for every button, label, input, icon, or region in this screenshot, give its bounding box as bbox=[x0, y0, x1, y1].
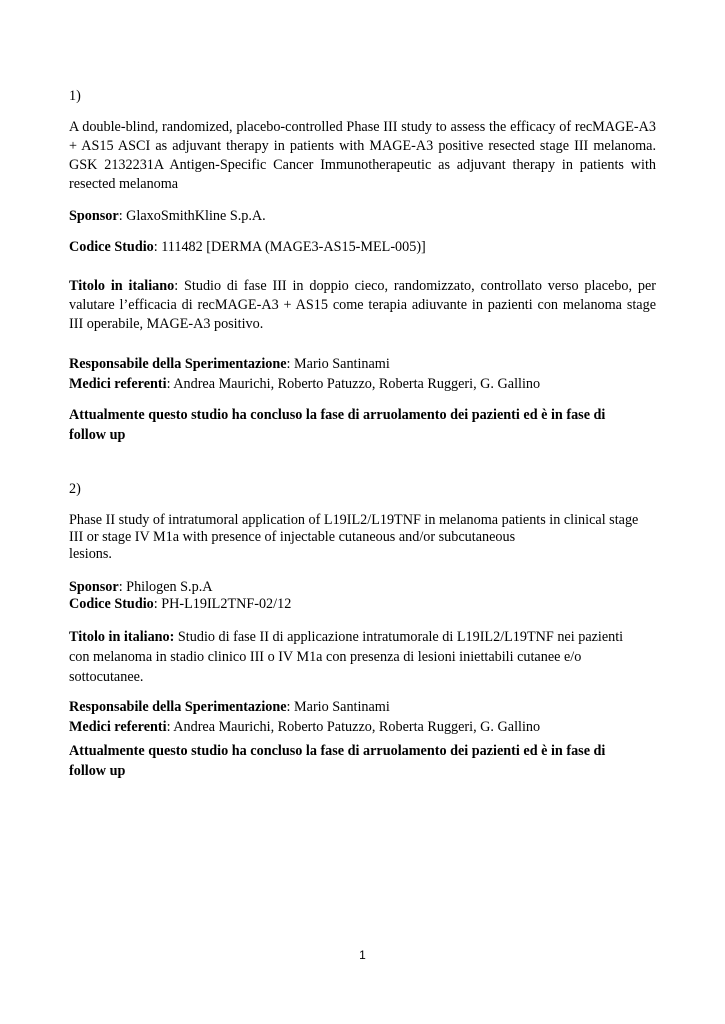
italian-title-label: Titolo in italiano: bbox=[69, 629, 175, 645]
responsible-value: : Mario Santinami bbox=[286, 356, 390, 372]
study1-sponsor bbox=[69, 207, 266, 226]
status-text: follow up bbox=[69, 763, 126, 779]
study2-status-line1 bbox=[69, 742, 605, 761]
study1-number: 1) bbox=[69, 88, 81, 104]
study1-doctors bbox=[69, 375, 540, 394]
page-number: 1 bbox=[359, 948, 366, 962]
study2-title-line1: Phase II study of intratumoral application of L19IL2/L19TNF in melanoma patients in clinical stage bbox=[69, 512, 639, 528]
study1-italian-title bbox=[69, 277, 656, 334]
study1-status-line2 bbox=[69, 426, 125, 445]
responsible-label: Responsabile della Sperimentazione bbox=[69, 699, 287, 715]
code-label: Codice Studio bbox=[69, 596, 154, 612]
study1-responsible bbox=[69, 355, 390, 374]
doctors-label: Medici referenti bbox=[69, 719, 167, 735]
doctors-value: : Andrea Maurichi, Roberto Patuzzo, Roberta Ruggeri, G. Gallino bbox=[166, 719, 541, 735]
status-text: Attualmente questo studio ha concluso la fase di arruolamento dei pazienti ed è in fase di bbox=[69, 407, 606, 423]
responsible-value: : Mario Santinami bbox=[286, 699, 390, 715]
study2-number: 2) bbox=[69, 481, 81, 497]
study2-title-line2: III or stage IV M1a with presence of injectable cutaneous and/or subcutaneous bbox=[69, 529, 516, 545]
sponsor-label: Sponsor bbox=[69, 579, 119, 595]
sponsor-value: : Philogen S.p.A bbox=[118, 579, 213, 595]
study2-doctors bbox=[69, 718, 540, 737]
study2-italian-title-line1 bbox=[69, 628, 623, 647]
italian-title-value: : Studio di fase III in doppio cieco, randomizzato, controllato verso placebo, per valutare l’efficacia di recMAGE-A3 + AS15 come terapia adiuvante in pazienti con melanoma stage III operabile, MAGE-A3 positivo. bbox=[69, 278, 656, 332]
study2-responsible bbox=[69, 698, 390, 717]
code-value: : PH-L19IL2TNF-02/12 bbox=[153, 596, 292, 612]
study2-code bbox=[69, 595, 291, 614]
code-value: : 111482 [DERMA (MAGE3-AS15-MEL-005)] bbox=[153, 239, 426, 255]
study2-status-line2 bbox=[69, 762, 125, 781]
doctors-label: Medici referenti bbox=[69, 376, 167, 392]
study2-title-line3: lesions. bbox=[69, 546, 112, 562]
code-label: Codice Studio bbox=[69, 239, 154, 255]
status-text: follow up bbox=[69, 427, 126, 443]
italian-title-label: Titolo in italiano bbox=[69, 278, 175, 294]
sponsor-value: : GlaxoSmithKline S.p.A. bbox=[118, 208, 266, 224]
study2-italian-title-line3: sottocutanee. bbox=[69, 669, 144, 685]
responsible-label: Responsabile della Sperimentazione bbox=[69, 356, 287, 372]
status-text: Attualmente questo studio ha concluso la fase di arruolamento dei pazienti ed è in fase di bbox=[69, 743, 606, 759]
doctors-value: : Andrea Maurichi, Roberto Patuzzo, Roberta Ruggeri, G. Gallino bbox=[166, 376, 541, 392]
study2-italian-title-line2: con melanoma in stadio clinico III o IV M1a con presenza di lesioni iniettabili cutanee e/o bbox=[69, 649, 582, 665]
study1-code bbox=[69, 238, 426, 257]
italian-title-value: Studio di fase II di applicazione intratumorale di L19IL2/L19TNF nei pazienti bbox=[174, 629, 624, 645]
study1-status-line1 bbox=[69, 406, 605, 425]
study1-title: A double-blind, randomized, placebo-controlled Phase III study to assess the efficacy of recMAGE-A3 + AS15 ASCI as adjuvant therapy in patients with MAGE-A3 positive resected stage III melanoma. GSK 2132231A Antigen-Specific Cancer Immunotherapeutic as adjuvant therapy in patients with resected melanoma bbox=[69, 119, 656, 192]
sponsor-label: Sponsor bbox=[69, 208, 119, 224]
